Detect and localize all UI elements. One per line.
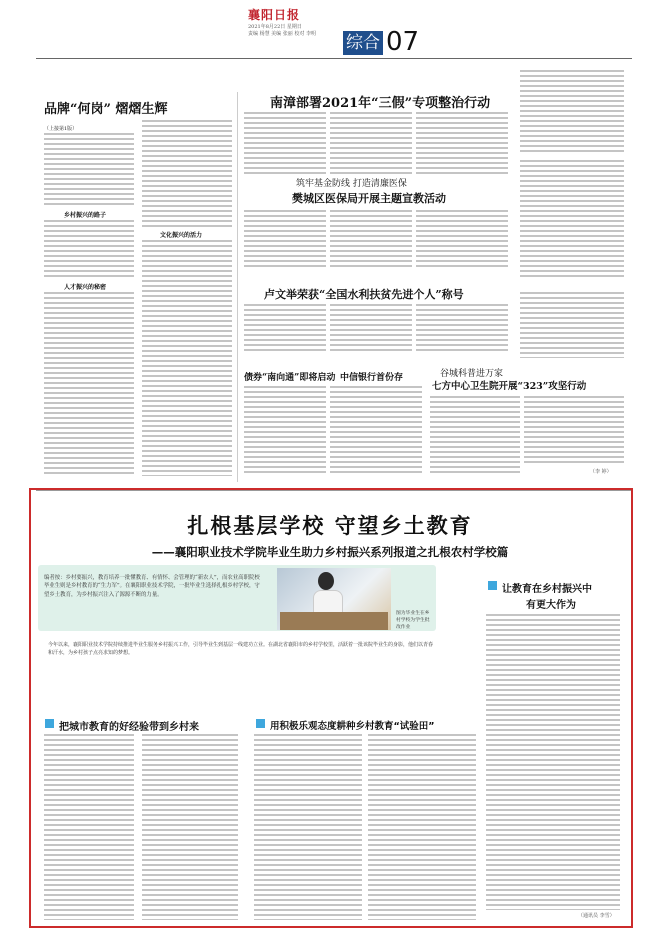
left-dateline: （上接第1版） [44, 126, 78, 132]
right-signoff: （李 婷） [590, 469, 612, 475]
right-body-1 [520, 70, 624, 152]
feature-signoff: （通讯员 李雪） [578, 913, 615, 919]
photo-person-head [318, 572, 334, 590]
center-headline-4a: 债券“南向通”即将启动 [244, 373, 336, 383]
left-body-1 [44, 133, 134, 208]
center-kicker-2: 筑牢基金防线 打造清廉医保 [296, 179, 407, 189]
feature-subtitle: ——襄阳职业技术学院毕业生助力乡村振兴系列报道之扎根农村学校篇 [151, 545, 509, 559]
left-body-2 [44, 220, 134, 280]
section-a-marker-icon [45, 719, 54, 728]
center-1-body-a [244, 112, 326, 174]
section-a-body-1 [44, 734, 134, 920]
right-body-3 [520, 292, 624, 358]
center-4-body-a [244, 386, 326, 474]
right-headline: 七方中心卫生院开展“323”攻坚行动 [432, 381, 587, 392]
center-1-body-c [416, 112, 508, 174]
column-divider [237, 92, 238, 482]
right-body-4 [430, 396, 520, 474]
section-b-body-1 [254, 734, 362, 920]
center-headline-2: 樊城区医保局开展主题宣教活动 [292, 192, 446, 205]
left-body-4 [142, 120, 232, 228]
center-3-body-a [244, 304, 326, 354]
section-c-headline-2: 有更大作为 [526, 600, 576, 611]
photo-desk [280, 612, 388, 630]
left-body-5 [142, 240, 232, 476]
center-2-body-a [244, 210, 326, 270]
center-2-body-b [330, 210, 412, 270]
section-c-marker-icon [488, 581, 497, 590]
center-2-body-c [416, 210, 508, 270]
center-headline-1: 南漳部署2021年“三假”专项整治行动 [270, 96, 491, 111]
left-body-3 [44, 292, 134, 476]
right-body-2 [520, 160, 624, 280]
center-1-body-b [330, 112, 412, 174]
masthead-rule [36, 58, 632, 59]
editor-line: 责编 杨慧 美编 张丽 校对 李明 [248, 31, 316, 37]
paper-name: 襄阳日报 [248, 8, 301, 22]
center-headline-4b: 中信银行首份存 [340, 373, 404, 383]
right-kicker: 谷城科普进万家 [440, 369, 504, 379]
page-number: 07 [386, 27, 420, 57]
section-a-body-2 [142, 734, 238, 920]
section-label: 综合 [343, 31, 383, 55]
left-subhead-2: 人才振兴的秘密 [64, 284, 107, 291]
date-line: 2021年8月22日 星期日 [248, 24, 302, 30]
center-3-body-c [416, 304, 508, 354]
left-headline: 品牌“何岗” 熠熠生辉 [44, 102, 168, 117]
center-4-body-b [330, 386, 422, 474]
feature-title: 扎根基层学校 守望乡土教育 [187, 514, 473, 538]
photo-caption: 图为毕业生在乡村学校为学生批改作业 [396, 611, 430, 630]
section-a-headline: 把城市教育的好经验带到乡村来 [59, 722, 199, 733]
section-c-headline-1: 让教育在乡村振兴中 [502, 584, 592, 595]
section-b-headline: 用积极乐观态度耕种乡村教育“试验田” [270, 721, 435, 732]
right-body-5 [524, 396, 624, 466]
editor-note-text: 编者按：乡村要振兴，教育培养一批懂教育、有情怀、会管理的“新农人”，而农业高职院校毕业生则是乡村教育的“生力军”。在襄阳职业技术学院，一批毕业生选择扎根乡村学校，守望乡土教育，为乡村振兴注入了源源不断的力量。 [44, 575, 260, 598]
left-subhead-3: 文化振兴的活力 [160, 232, 203, 239]
center-3-body-b [330, 304, 412, 354]
left-subhead-1: 乡村振兴的路子 [64, 212, 107, 219]
feature-intro: 今年以来，襄阳职业技术学院持续推进毕业生服务乡村振兴工作，引导毕业生到基层一线建功立业。在湖北省襄阳市的乡村学校里，活跃着一批该院毕业生的身影，他们以青春和汗水，为乡村孩子点亮求知的梦想。 [48, 642, 434, 657]
section-b-body-2 [368, 734, 476, 920]
section-b-marker-icon [256, 719, 265, 728]
center-headline-3: 卢文举荣获“全国水利扶贫先进个人”称号 [264, 288, 464, 301]
section-c-body [486, 614, 620, 910]
